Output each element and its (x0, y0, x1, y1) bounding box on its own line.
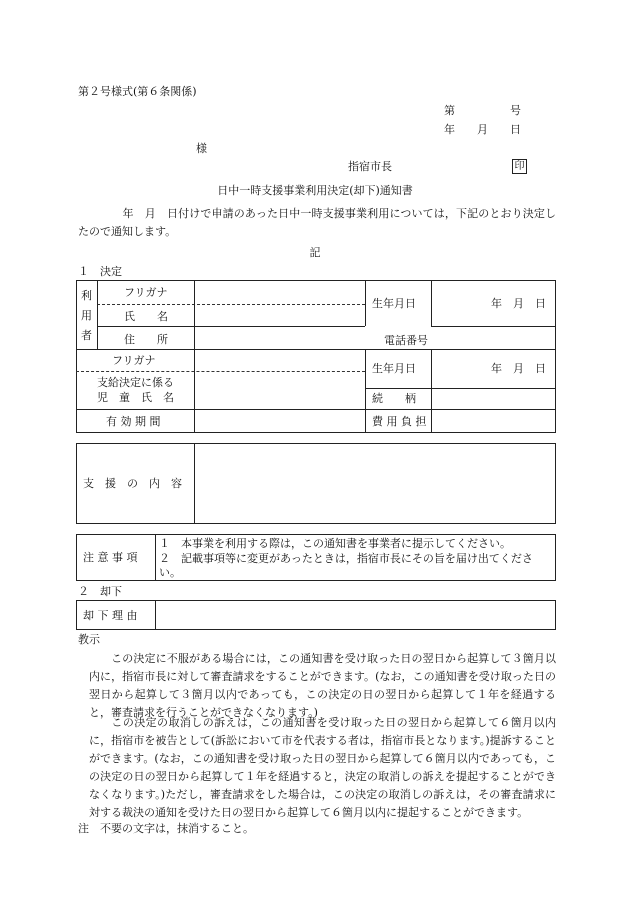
notes-label: 注 意 事 項 (83, 551, 138, 564)
phone-label: 電話番号 (384, 334, 428, 347)
user-birthdate-ymd: 年 月 日 (491, 297, 546, 310)
seal-mark: 印 (512, 159, 527, 174)
user-furigana-label: フリガナ (124, 286, 168, 299)
user-label-char: 者 (81, 329, 92, 342)
issuer-name: 指宿市長 (348, 160, 392, 173)
user-address-label: 住 所 (124, 333, 168, 346)
rejection-reason-label: 却 下 理 由 (83, 609, 138, 622)
support-content-label: 支 援 の 内 容 (83, 477, 182, 490)
form-label: 第２号様式(第６条関係) (78, 85, 197, 98)
note-item: ２ 記載事項等に変更があったときは，指宿市長にその旨を届け出てください。 (159, 552, 533, 579)
cost-label: 費 用 負 担 (372, 415, 427, 428)
document-number: 第 号 (444, 104, 521, 117)
issue-date: 年 月 日 (444, 123, 521, 136)
user-name-label: 氏 名 (124, 310, 168, 323)
instruction-paragraph: この決定に不服がある場合には，この通知書を受け取った日の翌日から起算して３箇月以内に，指宿市長に対して審査請求をすることができます。(なお，この通知書を受け取った日の翌日から起算して３箇月以内であっても，この決定の日の翌日から起算して１年を経過すると，審査請求を行うことができなくなります。) (89, 652, 556, 719)
note-item: １ 本事業を利用する際は，この通知書を事業者に提示してください。 (159, 537, 511, 550)
relationship-label: 続 柄 (372, 392, 416, 405)
instruction-heading: 教示 (78, 633, 100, 646)
child-birthdate-ymd: 年 月 日 (491, 362, 546, 375)
document-title: 日中一時支援事業利用決定(却下)通知書 (217, 184, 413, 197)
child-name-label: 支給決定に係る (97, 376, 174, 389)
addressee-suffix: 様 (196, 142, 207, 155)
child-birthdate-label: 生年月日 (372, 362, 416, 375)
user-birthdate-label: 生年月日 (372, 297, 416, 310)
ki-label: 記 (309, 246, 321, 259)
footnote: 注 不要の文字は，抹消すること。 (78, 822, 254, 835)
section-rejection-heading: ２ 却下 (78, 585, 122, 598)
intro-text: 年 月 日付けで申請のあった日中一時支援事業利用については，下記のとおり決定したので通知します。 (78, 207, 556, 238)
child-name-label: 児 童 氏 名 (97, 391, 174, 404)
instruction-paragraph: この決定の取消しの訴えは，この通知書を受け取った日の翌日から起算して６箇月以内に，指宿市を被告として(訴訟において市を代表する者は，指宿市長となります。)提訴することができます。(なお，この通知書を受け取った日の翌日から起算して６箇月以内であっても，この決定の日の翌日から起算して１年を経過すると，決定の取消しの訴えを提起することができなくなります。)ただし，審査請求をした場合は，この決定の取消しの訴えは，その審査請求に対する裁決の通知を受けた日の翌日から起算して６箇月以内に提起することができます。 (89, 716, 556, 819)
validity-label: 有 効 期 間 (106, 415, 161, 428)
user-label-char: 用 (81, 309, 92, 322)
section-decision-heading: １ 決定 (78, 265, 122, 278)
user-label-char: 利 (81, 289, 92, 302)
child-furigana-label: フリガナ (112, 354, 156, 367)
